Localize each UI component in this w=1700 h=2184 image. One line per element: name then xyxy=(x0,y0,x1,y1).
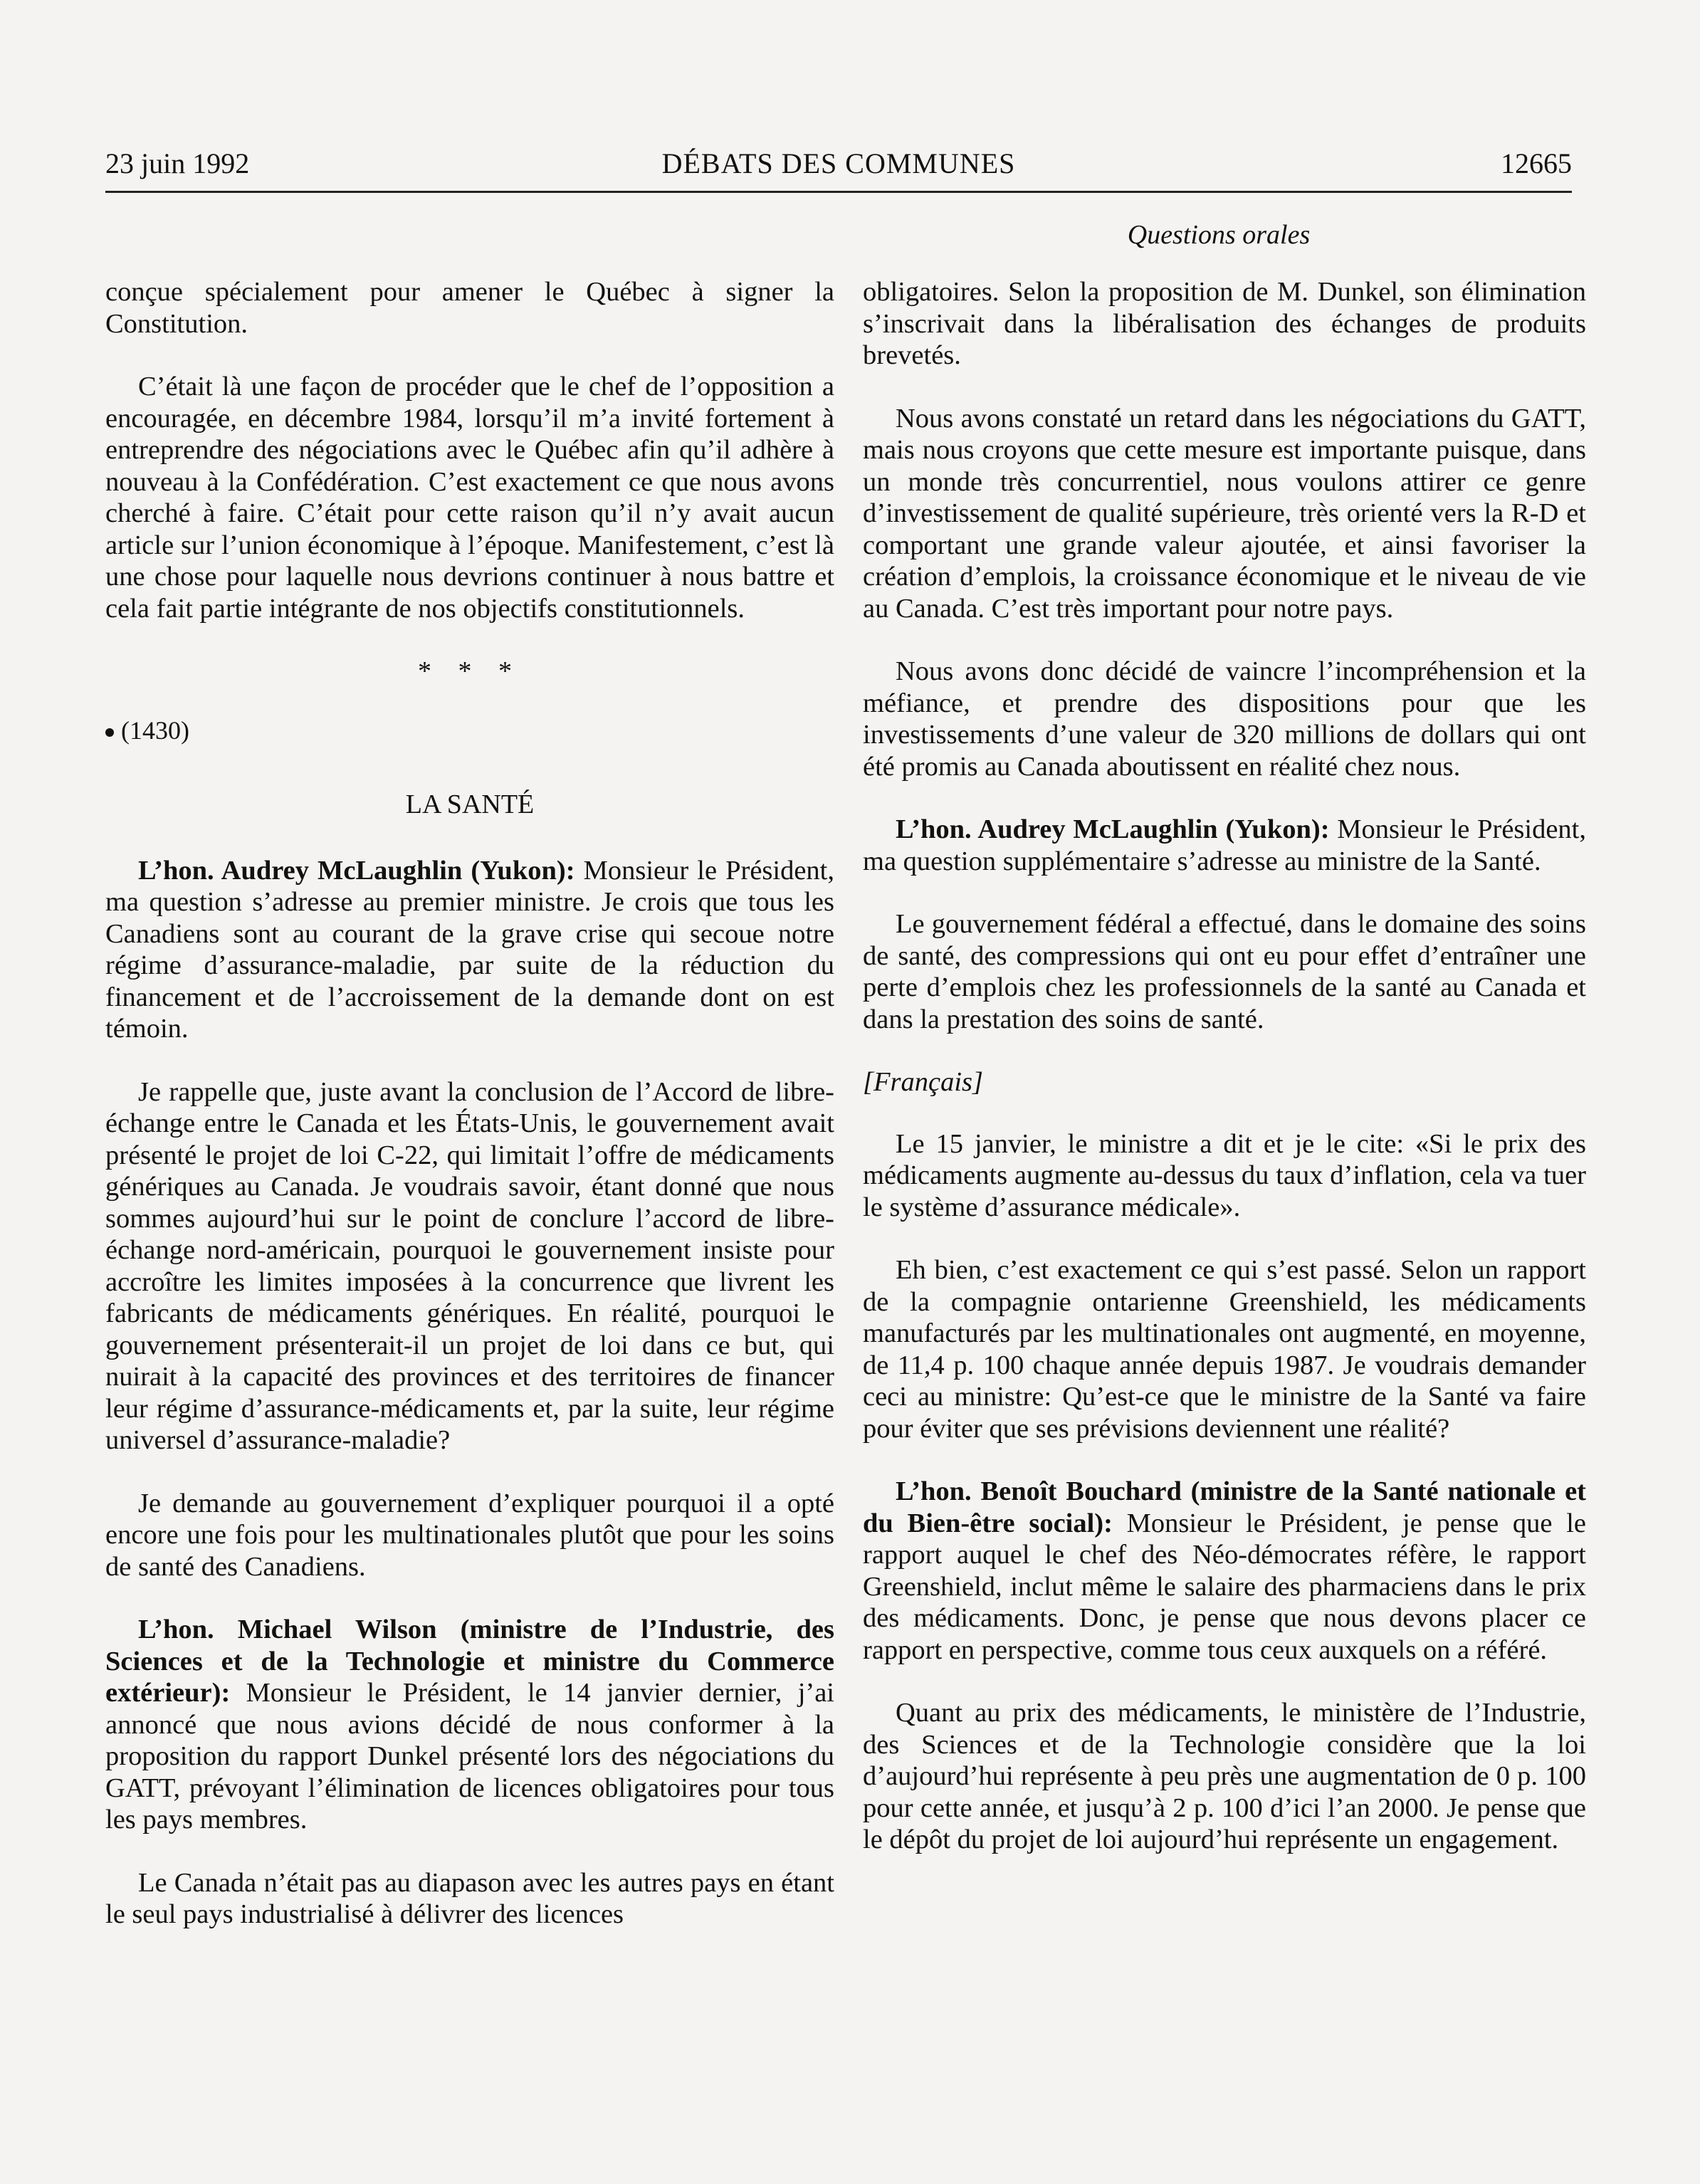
speaker-name: L’hon. Michael Wilson (ministre de l’Industrie, des Sciences et de la Technologie et ministre du Commerce extérieur): xyxy=(105,1615,834,1708)
speaker-name: L’hon. Benoît Bouchard (ministre de la Santé nationale et du Bien-être social): xyxy=(863,1476,1586,1538)
speech-text: Monsieur le Président, le 14 janvier dernier, j’ai annoncé que nous avions décidé de nous conformer à la proposition du rapport Dunkel présenté lors des négociations du GATT, prévoyant l’élimination de licences obligatoires pour tous les pays membres. xyxy=(105,1678,834,1834)
right-paragraph-1: obligatoires. Selon la proposition de M. Dunkel, son élimination s’inscrivait dans la libéralisation des échanges de produits brevetés. xyxy=(863,277,1586,370)
header-page-number: 12665 xyxy=(1501,147,1572,179)
right-paragraph-4 xyxy=(863,814,1586,877)
time-marker xyxy=(105,715,834,747)
left-paragraph-7: Le Canada n’était pas au diapason avec les autres pays en étant le seul pays industrialisé à délivrer des licences xyxy=(105,1867,834,1929)
right-column xyxy=(863,276,1586,1887)
time-marker-text: (1430) xyxy=(121,715,189,745)
speech-text: Monsieur le Président, ma question supplémentaire s’adresse au ministre de la Santé. xyxy=(863,814,1586,876)
right-paragraph-6: Le 15 janvier, le ministre a dit et je le cite: «Si le prix des médicaments augmente au-dessus du taux d’inflation, cela va tuer le système d’assurance médicale». xyxy=(863,1128,1586,1222)
right-paragraph-8 xyxy=(863,1476,1586,1666)
left-paragraph-4: Je rappelle que, juste avant la conclusion de l’Accord de libre-échange entre le Canada et les États-Unis, le gouvernement avait présenté le projet de loi C-22, qui limitait l’offre de médicaments génériques au Canada. Je voudrais savoir, étant donné que nous sommes aujourd’hui sur le point de conclure l’accord de libre-échange nord-américain, pourquoi le gouvernement insiste pour accroître les limites imposées à la concurrence que livrent les fabricants de médicaments génériques. En réalité, pourquoi le gouvernement présenterait-il un projet de loi dans ce but, qui nuirait à la capacité des provinces et des territoires de financer leur régime d’assurance-médicaments et, par la suite, leur régime universel d’assurance-maladie? xyxy=(105,1076,834,1455)
page-header xyxy=(105,144,1572,193)
right-paragraph-5: Le gouvernement fédéral a effectué, dans le domaine des soins de santé, des compressions qui ont eu pour effet d’entraîner une perte d’emplois chez les professionnels de la santé au Canada et dans la prestation des soins de santé. xyxy=(863,909,1586,1034)
speech-text: Monsieur le Président, je pense que le rapport auquel le chef des Néo-démocrates réfère, le rapport Greenshield, inclut même le salaire des pharmaciens dans le prix des médicaments. Donc, je pense que nous devons placer ce rapport en perspective, comme tous ceux auxquels on a référé. xyxy=(863,1508,1586,1665)
section-divider: * * * xyxy=(418,656,522,686)
section-label: Questions orales xyxy=(1127,220,1311,250)
right-paragraph-7: Eh bien, c’est exactement ce qui s’est passé. Selon un rapport de la compagnie ontarienne Greenshield, les médicaments manufacturés par les multinationales ont augmenté, en moyenne, de 11,4 p. 100 chaque année depuis 1987. Je voudrais demander ceci au ministre: Qu’est-ce que le ministre de la Santé va faire pour éviter que ses prévisions deviennent une réalité? xyxy=(863,1255,1586,1444)
header-title: DÉBATS DES COMMUNES xyxy=(661,147,1016,179)
right-paragraph-2: Nous avons constaté un retard dans les négociations du GATT, mais nous croyons que cette mesure est importante puisque, dans un monde très concurrentiel, nous voulons attirer ce genre d’investissement de qualité supérieure, très orienté vers la R-D et comportant une grande valeur ajoutée, et ainsi favoriser la création d’emplois, la croissance économique et le niveau de vie au Canada. C’est très important pour notre pays. xyxy=(863,403,1586,624)
header-date: 23 juin 1992 xyxy=(105,147,250,179)
left-paragraph-5: Je demande au gouvernement d’expliquer pourquoi il a opté encore une fois pour les multinationales plutôt que pour les soins de santé des Canadiens. xyxy=(105,1488,834,1582)
left-column xyxy=(105,276,834,1962)
left-paragraph-1: conçue spécialement pour amener le Québec à signer la Constitution. xyxy=(105,277,834,339)
left-paragraph-3 xyxy=(105,855,834,1045)
left-paragraph-2: C’était là une façon de procéder que le chef de l’opposition a encouragée, en décembre 1984, lorsqu’il m’a invité fortement à entreprendre des négociations avec le Québec afin qu’il adhère à nouveau à la Confédération. C’est exactement ce que nous avons cherché à faire. C’était pour cette raison qu’il n’y avait aucun article sur l’union économique à l’époque. Manifestement, c’est là une chose pour laquelle nous devrions continuer à nous battre et cela fait partie intégrante de nos objectifs constitutionnels. xyxy=(105,372,834,624)
bullet-icon xyxy=(105,728,114,737)
section-heading: LA SANTÉ xyxy=(405,789,535,819)
right-paragraph-9: Quant au prix des médicaments, le ministère de l’Industrie, des Sciences et de la Technologie considère que la loi d’aujourd’hui représente à peu près une augmentation de 0 p. 100 pour cette année, et jusqu’à 2 p. 100 d’ici l’an 2000. Je pense que le dépôt du projet de loi aujourd’hui représente un engagement. xyxy=(863,1698,1586,1854)
language-marker: [Français] xyxy=(863,1067,983,1097)
speech-text: Monsieur le Président, ma question s’adresse au premier ministre. Je crois que tous les Canadiens sont au courant de la grave crise qui secoue notre régime d’assurance-maladie, par suite de la réduction du financement et de l’accroissement de la demande dont on est témoin. xyxy=(105,855,834,1044)
speaker-name: L’hon. Audrey McLaughlin (Yukon): xyxy=(138,855,575,886)
right-paragraph-3: Nous avons donc décidé de vaincre l’incompréhension et la méfiance, et prendre des dispositions pour que les investissements d’une valeur de 320 millions de dollars qui ont été promis au Canada aboutissent en réalité chez nous. xyxy=(863,656,1586,782)
speaker-name: L’hon. Audrey McLaughlin (Yukon): xyxy=(896,814,1330,844)
left-paragraph-6 xyxy=(105,1614,834,1836)
